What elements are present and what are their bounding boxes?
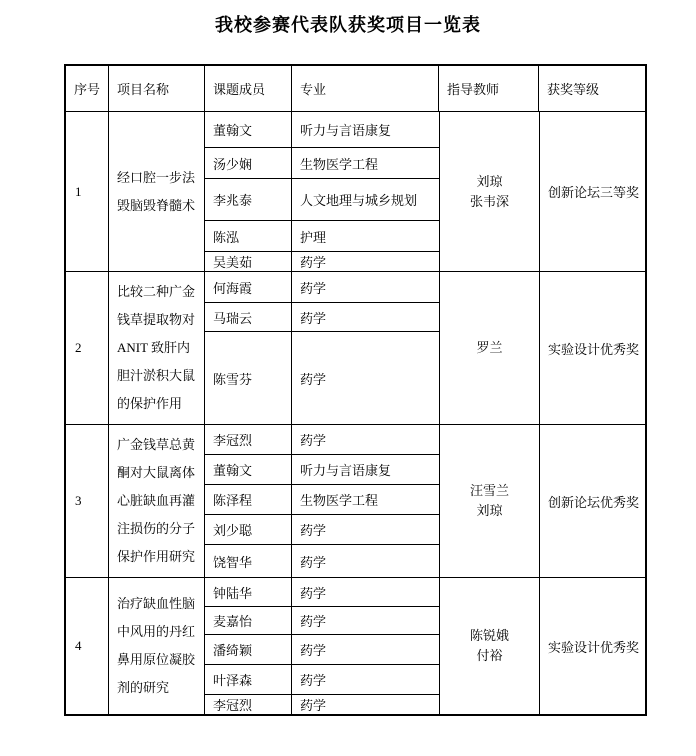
table-body [66,112,645,714]
member-major-cell: 药学 [300,310,327,326]
member-name-cell: 叶泽森 [205,665,292,694]
member-name-cell: 潘绮颖 [205,635,292,664]
member-name-cell: 钟陆华 [205,578,292,606]
member-major-cell: 药学 [300,523,327,538]
member-row [205,148,439,179]
member-row [205,179,439,221]
member-major-cell: 药学 [300,280,327,296]
member-name-cell: 马瑞云 [205,303,292,331]
member-row [205,695,439,714]
awards-table [64,64,647,716]
member-name-cell: 陈泽程 [205,485,292,514]
advisor-name: 罗兰 [476,340,503,355]
seq-cell: 3 [66,425,109,577]
member-major-cell: 药学 [300,255,327,270]
advisor-name: 付裕 [476,648,503,663]
member-name-cell: 饶智华 [205,545,292,577]
member-major-cell: 听力与言语康复 [300,463,392,478]
member-name-cell: 董翰文 [205,455,292,484]
member-major-cell: 药学 [300,673,327,688]
member-row [205,272,439,303]
advisor-cell [440,272,540,424]
members-section [205,112,440,271]
member-major-cell: 听力与言语康复 [300,123,392,138]
advisor-name: 陈锐娥 [469,628,509,643]
seq-cell: 4 [66,578,109,714]
member-row [205,665,439,695]
header-cell-seq: 序号 [66,66,109,111]
member-major-cell: 药学 [300,643,327,658]
member-name-cell: 李冠烈 [205,425,292,454]
project-name-cell: 治疗缺血性脑中风用的丹红鼻用原位凝胶剂的研究 [109,578,205,714]
member-name-cell: 董翰文 [205,112,292,147]
member-row [205,303,439,332]
member-row [205,485,439,515]
header-cell-award: 获奖等级 [547,82,600,97]
member-name-cell: 李兆泰 [205,179,292,220]
member-row [205,635,439,665]
member-row [205,607,439,635]
member-major-cell: 药学 [300,554,327,570]
award-cell: 实验设计优秀奖 [548,341,640,357]
member-major-cell: 药学 [300,585,327,601]
member-name-cell: 吴美茹 [205,252,292,271]
member-name-cell: 何海霞 [205,272,292,302]
member-major-cell: 药学 [300,433,327,448]
members-section [205,578,440,714]
award-cell: 创新论坛三等奖 [548,185,640,200]
seq-cell: 1 [66,112,109,271]
member-row [205,515,439,545]
member-major-cell: 药学 [300,698,327,713]
member-name-cell: 麦嘉怡 [205,607,292,634]
advisor-cell [440,425,540,577]
member-major-cell: 药学 [300,371,327,387]
advisor-cell [440,578,540,714]
member-row [205,578,439,607]
advisor-name: 刘琼 [476,173,503,189]
member-major-cell: 人文地理与城乡规划 [300,193,418,208]
member-major-cell: 生物医学工程 [300,156,379,172]
member-row [205,112,439,148]
table-row [66,272,645,425]
table-header-row [66,66,645,112]
table-row [66,112,645,272]
member-name-cell: 陈雪芬 [205,332,292,424]
advisor-name: 张韦深 [469,193,509,209]
member-name-cell: 刘少聪 [205,515,292,544]
header-cell-advisor: 指导教师 [439,66,539,111]
members-section [205,425,440,577]
table-row [66,425,645,578]
member-name-cell: 汤少娴 [205,148,292,178]
member-major-cell: 护理 [300,229,327,245]
advisor-name: 汪雪兰 [469,483,509,498]
member-row [205,221,439,252]
member-major-cell: 药学 [300,614,327,629]
member-name-cell: 陈泓 [205,221,292,251]
award-cell: 创新论坛优秀奖 [548,494,640,510]
project-name-cell: 经口腔一步法毁脑毁脊髓术 [109,112,205,271]
project-name-cell: 广金钱草总黄酮对大鼠离体心脏缺血再灌注损伤的分子保护作用研究 [109,425,205,577]
advisor-name: 刘琼 [476,503,503,518]
member-row [205,332,439,424]
header-cell-project: 项目名称 [109,66,205,111]
member-row [205,545,439,577]
header-cell-member: 课题成员 [205,66,292,111]
members-section [205,272,440,424]
table-row [66,578,645,714]
member-row [205,455,439,485]
seq-cell: 2 [66,272,109,424]
member-name-cell: 李冠烈 [205,695,292,714]
advisor-cell [440,112,540,271]
header-cell-major: 专业 [292,66,439,111]
project-name-cell: 比较二种广金钱草提取物对 ANIT 致肝内胆汁淤积大鼠的保护作用 [109,272,205,424]
member-row [205,252,439,271]
award-cell: 实验设计优秀奖 [548,639,640,655]
member-row [205,425,439,455]
page-title: 我校参赛代表队获奖项目一览表 [215,15,481,35]
member-major-cell: 生物医学工程 [300,493,379,508]
